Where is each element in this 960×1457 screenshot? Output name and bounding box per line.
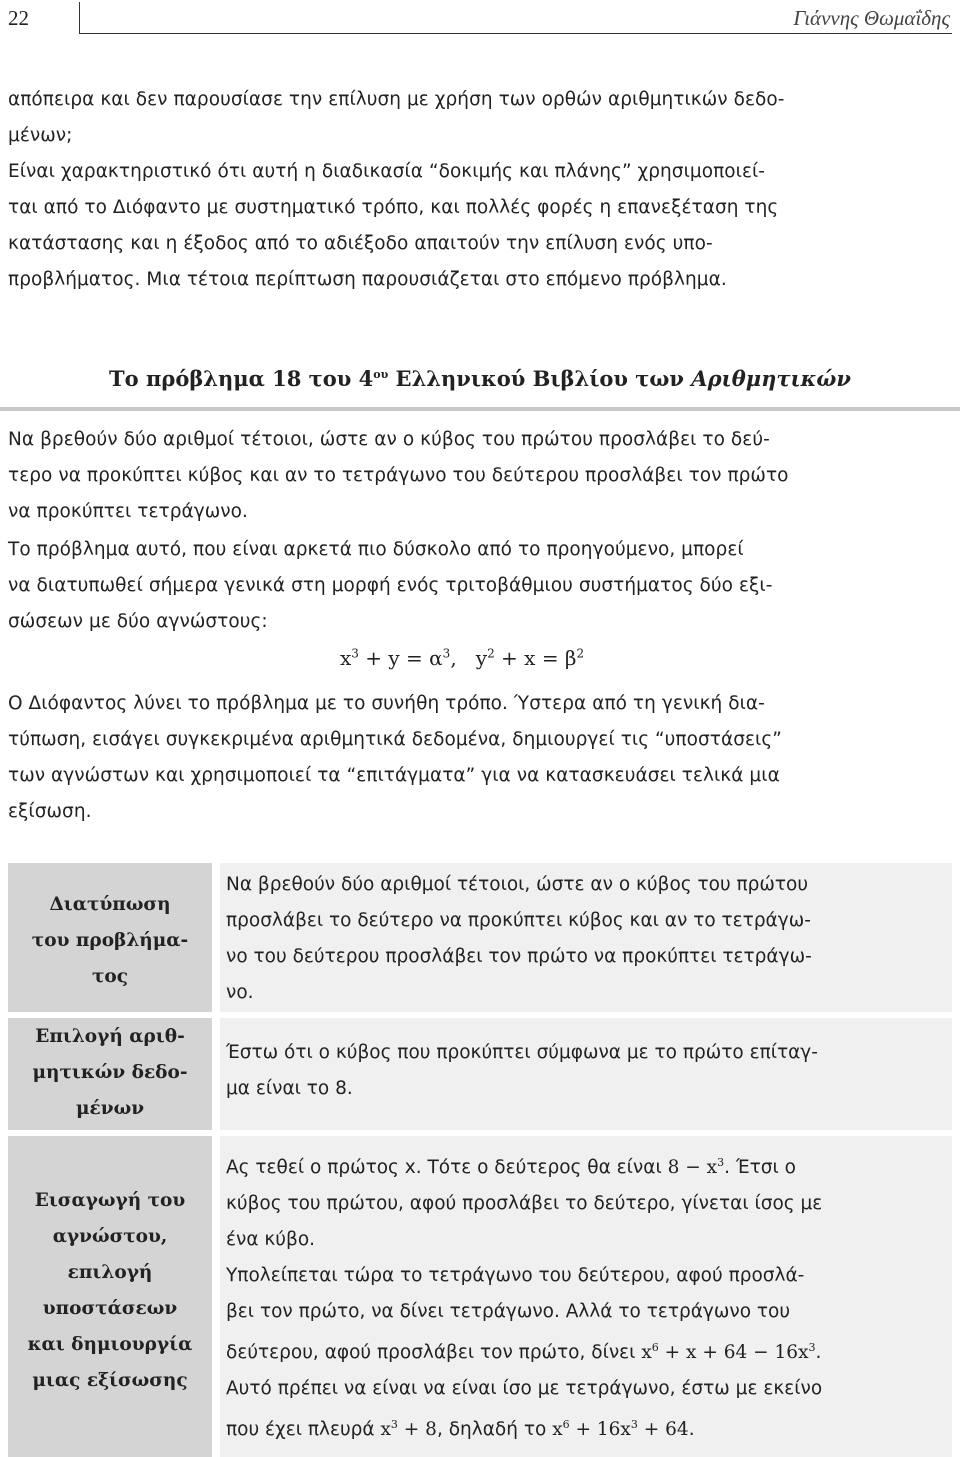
- text-line: των αγνώστων και χρησιμοποιεί τα “επιτάγματα” για να κατασκευάσει τελικά μια: [8, 765, 780, 786]
- equation-system: $x^3 + y = \alpha^3$, $y^2 + x = \beta^2$: [340, 646, 585, 670]
- text-line: εξίσωση.: [8, 801, 92, 822]
- header-divider-vertical: [79, 2, 80, 34]
- page-header: [0, 0, 960, 36]
- text-line: Το πρόβλημα αυτό, που είναι αρκετά πιο δύσκολο από το προηγούμενο, μπορεί: [8, 539, 744, 560]
- analysis-table: [8, 863, 952, 1457]
- row-label-formulation: Διατύπωση του προβλήμα- τος: [31, 894, 189, 987]
- row-separator: [8, 1012, 952, 1018]
- text-line: Είναι χαρακτηριστικό ότι αυτή η διαδικασία “δοκιμής και πλάνης” χρησιμοποιεί-: [8, 161, 766, 182]
- intro-paragraph: [8, 82, 948, 298]
- text-line: μένων;: [8, 125, 73, 146]
- text-line: ται από το Διόφαντο με συστηματικό τρόπο, και πολλές φορές η επανεξέταση της: [8, 197, 779, 218]
- row-content-data-choice: Έστω ότι ο κύβος που προκύπτει σύμφωνα με το πρώτο επίταγ- μα είναι το 8.: [226, 1042, 818, 1099]
- text-line: τύπωση, εισάγει συγκεκριμένα αριθμητικά δεδομένα, δημιουργεί τις “υποστάσεις”: [8, 729, 782, 750]
- title-rule: [0, 407, 960, 411]
- row-separator: [8, 1130, 952, 1136]
- text-line: σώσεων με δύο αγνώστους:: [8, 611, 268, 632]
- page-number: 22: [8, 6, 29, 30]
- text-line: Να βρεθούν δύο αριθμοί τέτοιοι, ώστε αν ο κύβος του πρώτου προσλάβει το δεύ-: [8, 429, 770, 450]
- text-line: προβλήματος. Μια τέτοια περίπτωση παρουσιάζεται στο επόμενο πρόβλημα.: [8, 269, 727, 290]
- problem-statement: [8, 422, 948, 530]
- header-divider-horizontal: [79, 33, 952, 34]
- text-line: να διατυπωθεί σήμερα γενικά στη μορφή ενός τριτοβάθμιου συστήματος δύο εξι-: [8, 575, 773, 596]
- text-line: κατάστασης και η έξοδος από το αδιέξοδο απαιτούν την επίλυση ενός υπο-: [8, 233, 713, 254]
- discussion-paragraph: [8, 532, 948, 640]
- text-line: τερο να προκύπτει κύβος και αν το τετράγωνο του δεύτερου προσλάβει τον πρώτο: [8, 465, 789, 486]
- problem-title: Το πρόβλημα 18 του $4^{o\upsilon}$ Ελληνικού Βιβλίου των Αριθμητικών: [109, 366, 851, 391]
- row-label-data-choice: Επιλογή αριθ- μητικών δεδο- μένων: [32, 1026, 188, 1119]
- running-head-author: Γιάννης Θωμαΐδης: [793, 6, 950, 30]
- row-label-equation-setup: Εισαγωγή του αγνώστου, επιλογή υποστάσεων και δημιουργία μιας εξίσωσης: [27, 1190, 193, 1391]
- text-line: Ο Διόφαντος λύνει το πρόβλημα με το συνήθη τρόπο. Ύστερα από τη γενική δια-: [8, 693, 765, 714]
- row-content-equation-setup: Ας τεθεί ο πρώτος x. Τότε ο δεύτερος θα είναι $8 - x^3$. Έτσι ο κύβος του πρώτου, αφού προσλάβει το δεύτερο, γίνεται ίσος με ένα κύβο. Υπολείπεται τώρα το τετράγωνο του δεύτερου, αφού προσλά- βει τον πρώτο, να δίνει τετράγωνο. Αλλά το τετράγωνο του δεύτερου, αφού προσλάβει τον πρώτο, δίνει $x^6 + x + 64 - 16x^3$. Αυτό πρέπει να είναι να είναι ίσο με τετράγωνο, έστω με εκείνο που έχει πλευρά $x^3 + 8$, δηλαδή το $x^6 + 16x^3 + 64$.: [226, 1156, 823, 1441]
- method-paragraph: [8, 686, 948, 830]
- text-line: να προκύπτει τετράγωνο.: [8, 501, 248, 522]
- text-line: απόπειρα και δεν παρουσίασε την επίλυση με χρήση των ορθών αριθμητικών δεδο-: [8, 89, 785, 110]
- row-content-formulation: Να βρεθούν δύο αριθμοί τέτοιοι, ώστε αν ο κύβος του πρώτου προσλάβει το δεύτερο να προκύπτει κύβος και αν το τετράγω- νο του δεύτερου προσλάβει τον πρώτο να προκύπτει τετράγω- νο.: [226, 874, 812, 1003]
